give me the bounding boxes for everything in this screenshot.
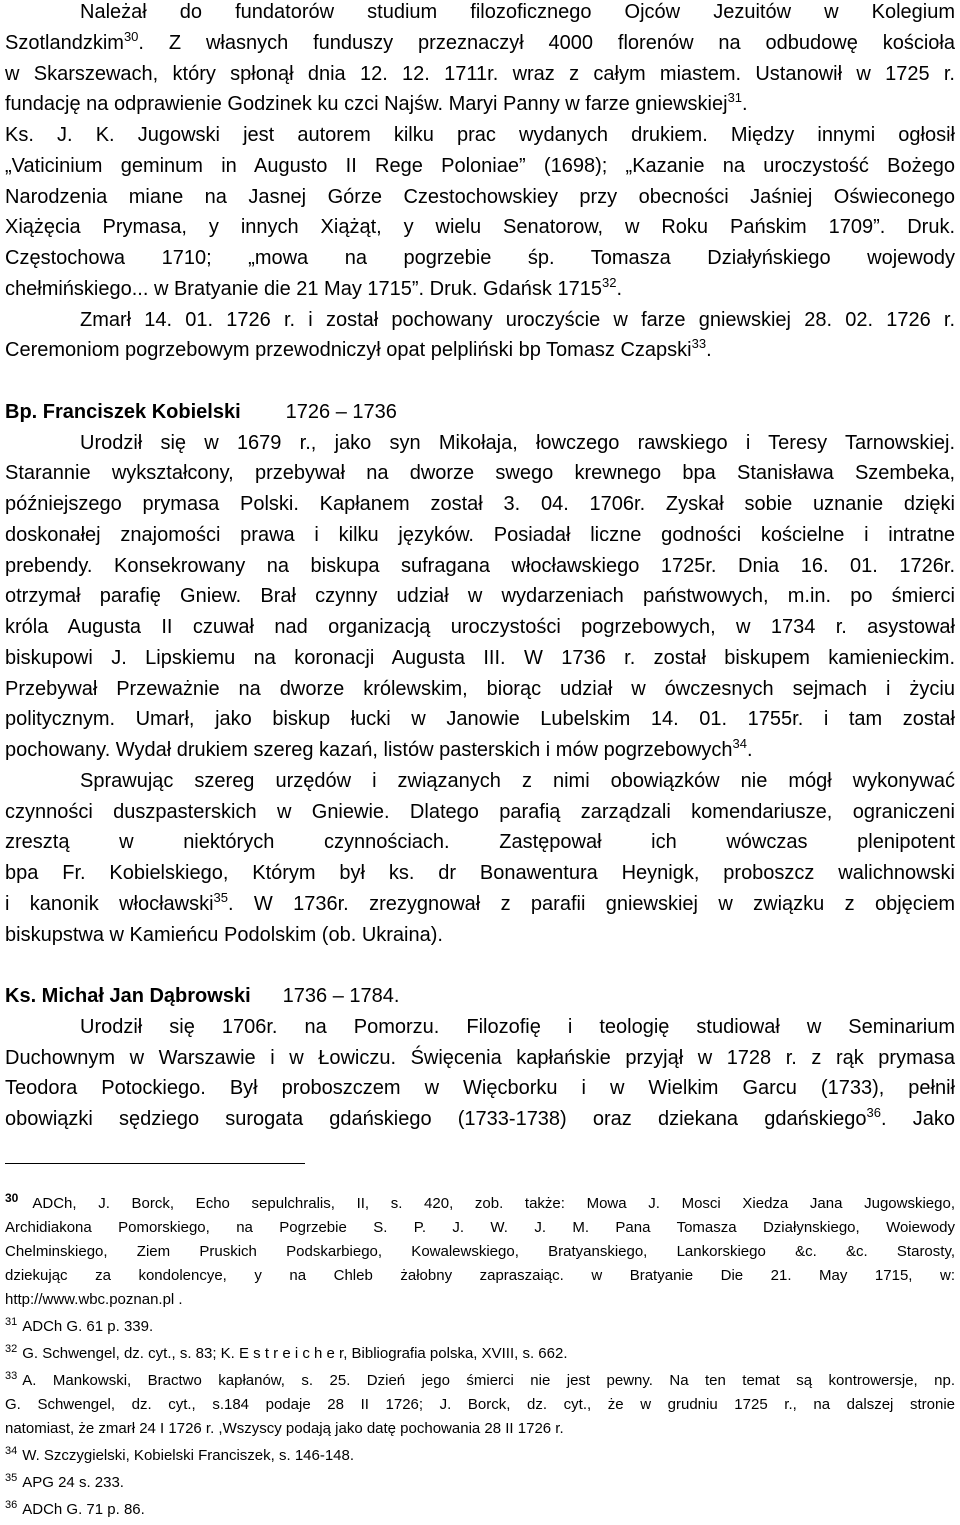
paragraph — [5, 766, 955, 951]
text-line: otrzymał parafię Gniew. Brał czynny udział w wydarzeniach państwowych, m.in. po śmierci — [5, 585, 955, 608]
footnote-line — [5, 1498, 955, 1522]
footnote-line — [5, 1444, 955, 1468]
footnote-number: 31 — [5, 1316, 18, 1328]
text-line — [5, 1104, 955, 1135]
text-line: Teodora Potockiego. Był proboszczem w Więcborku i w Wielkim Garcu (1733), pełnił — [5, 1077, 955, 1100]
footnote — [5, 1315, 955, 1339]
text-line — [5, 89, 955, 120]
text-segment: . — [747, 739, 753, 761]
text-segment: ADCh, J. Borck, Echo sepulchralis, II, s. 420, zob. także: Mowa J. Mosci Xiedza Jana Jugowskiego, — [32, 1195, 955, 1212]
text-segment: . — [616, 277, 623, 300]
footnote-line — [5, 1315, 955, 1339]
text-line — [5, 28, 955, 59]
footnote — [5, 1471, 955, 1495]
paragraph — [5, 305, 955, 367]
footnote-line: G. Schwengel, dz. cyt., s.184 podaje 28 II 1726; J. Borck, dz. cyt., że w grudniu 1725 r., na dalszej stronie — [5, 1396, 955, 1413]
footnote-number: 36 — [5, 1499, 18, 1511]
text-segment: . — [742, 93, 748, 116]
text-line: Częstochowa 1710; „mowa na pogrzebie śp. Tomasza Działyńskiego wojewody — [5, 247, 955, 269]
text-segment: W. Szczygielski, Kobielski Franciszek, s. 146-148. — [22, 1447, 355, 1464]
section-heading — [5, 981, 955, 1012]
section-heading — [5, 397, 955, 428]
text-line: późniejszego prymasa Polski. Kapłanem został 3. 04. 1706r. Zyskał sobie uznanie dzięki — [5, 493, 955, 515]
footnote-number: 32 — [5, 1343, 18, 1355]
text-segment: Ceremoniom pogrzebowym przewodniczył opat pelpliński bp Tomasz Czapski — [5, 339, 692, 362]
footnote-ref: 35 — [213, 889, 228, 905]
footnote-ref: 31 — [727, 90, 743, 106]
text-line: Xiążęcia Prymasa, y innych Xiążąt, y wielu Senatorow, w Roku Pańskim 1709”. Druk. — [5, 216, 955, 239]
footnote-line: dziekując za kondolencye, y na Chleb żałobny zapraszaiąc. w Bratyanie Die 21. May 1715, w: — [5, 1267, 955, 1284]
footnote-number: 33 — [5, 1370, 18, 1382]
text-line: politycznym. Umarł, jako biskup łucki w Janowie Lubelskim 14. 01. 1755r. i tam został — [5, 708, 955, 731]
text-segment: fundację na odprawienie Godzinek ku czci Najśw. Maryi Panny w farze gniewskiej — [5, 93, 728, 116]
text-line: czynności duszpasterskich w Gniewie. Dlatego parafią zarządzali komendariusze, ograniczeni — [5, 800, 955, 823]
text-line: Zmarł 14. 01. 1726 r. i został pochowany uroczyście w farze gniewskiej 28. 02. 1726 r. — [80, 308, 955, 331]
text-line: Starannie wykształcony, przebywał na dworze swego krewnego bpa Stanisława Szembeka, — [5, 462, 955, 485]
text-line: Ks. J. K. Jugowski jest autorem kilku prac wydanych drukiem. Między innymi ogłosił — [5, 124, 955, 146]
text-line — [5, 735, 955, 766]
footnote-line — [5, 1471, 955, 1495]
section-dabrowski — [5, 981, 955, 1135]
heading-years: 1736 – 1784. — [282, 985, 400, 1007]
footnote-ref: 30 — [123, 28, 139, 44]
footnote-separator — [5, 1163, 305, 1164]
text-segment: A. Mankowski, Bractwo kapłanów, s. 25. Dzień jego śmierci nie jest pewny. Na ten temat są kontrowersje, np. — [22, 1372, 955, 1389]
footnote-number: 34 — [5, 1445, 18, 1457]
footnote — [5, 1192, 955, 1312]
text-line: króla Augusta II czuwał nad organizacją uroczystości pogrzebowych, w 1734 r. asystował — [5, 616, 955, 638]
paragraph — [5, 1012, 955, 1135]
footnote — [5, 1342, 955, 1366]
text-segment: Szotlandzkim — [5, 31, 124, 54]
text-line: w Skarszewach, który spłonął dnia 12. 12. 1711r. wraz z całym miastem. Ustanowił w 1725 r. — [5, 62, 955, 85]
text-line: Sprawując szereg urzędów i związanych z nimi obowiązków nie mógł wykonywać — [80, 769, 955, 792]
footnote — [5, 1498, 955, 1522]
heading-name: Ks. Michał Jan Dąbrowski — [5, 985, 251, 1007]
footnote-ref: 36 — [866, 1105, 882, 1120]
text-line: bpa Fr. Kobielskiego, Którym był ks. dr Bonawentura Heynigk, proboszcz walichnowski — [5, 862, 955, 884]
footnote-number: 35 — [5, 1472, 18, 1484]
text-line: biskupowi J. Lipskiemu na koronacji Augusta III. W 1736 r. został biskupem kamienieckim. — [5, 646, 955, 669]
footnote-ref: 33 — [691, 336, 707, 352]
footnote — [5, 1369, 955, 1441]
footnote-line — [5, 1342, 955, 1366]
footnote-line — [5, 1369, 955, 1393]
section-jugowski — [5, 0, 955, 366]
footnote-number: 30 — [5, 1191, 19, 1205]
text-line: prebendy. Konsekrowany na biskupa sufragana włocławskiego 1725r. Dnia 16. 01. 1726r. — [5, 554, 955, 577]
footnote — [5, 1444, 955, 1468]
text-segment: . — [706, 339, 712, 362]
footnote-ref: 34 — [732, 736, 748, 751]
text-line: Urodził się w 1679 r., jako syn Mikołaja, łowczego rawskiego i Teresy Tarnowskiej. — [80, 431, 955, 454]
footnote-line: Archidiakona Pomorskiego, na Pogrzebie S. P. J. W. J. M. Pana Tomasza Działynskiego, Woiewody — [5, 1219, 955, 1236]
text-segment: ADCh G. 61 p. 339. — [22, 1318, 154, 1335]
text-line: Duchownym w Warszawie i w Łowiczu. Święcenia kapłańskie przyjął w 1728 r. z rąk prymasa — [5, 1046, 955, 1069]
footnote-line: natomiast, że zmarł 24 I 1726 r. ,Wszyscy podają jako datę pochowania 28 II 1726 r. — [5, 1420, 564, 1437]
text-line: biskupstwa w Kamieńcu Podolskim (ob. Ukraina). — [5, 923, 443, 946]
text-line: Urodził się 1706r. na Pomorzu. Filozofię i teologię studiował w Seminarium — [80, 1015, 955, 1038]
footnote-ref: 32 — [601, 274, 617, 290]
text-segment: APG 24 s. 233. — [22, 1474, 124, 1491]
footnote-line: Chelminskiego, Ziem Pruskich Podskarbiego, Kowalewskiego, Bratyanskiego, Lankorskiego &c. &c. Starosty, — [5, 1243, 955, 1260]
text-segment: . Z własnych funduszy przeznaczył 4000 florenów na odbudowę kościoła — [138, 31, 955, 54]
text-line — [5, 274, 955, 305]
text-line — [5, 889, 955, 920]
text-line: Narodzenia miane na Jasnej Górze Czestochowskiey przy obecności Jaśniej Oświeconego — [5, 185, 955, 208]
section-kobielski — [5, 397, 955, 951]
footnotes — [5, 1192, 955, 1522]
text-segment: . W 1736r. zrezygnował z parafii gniewskiej w związku z objęciem — [228, 892, 955, 915]
text-segment: ADCh G. 71 p. 86. — [22, 1501, 145, 1518]
text-segment: obowiązki sędziego surogata gdańskiego (1733-1738) oraz dziekana gdańskiego — [5, 1108, 867, 1130]
text-segment: chełmińskiego... w Bratyanie die 21 May 1715”. Druk. Gdańsk 1715 — [5, 277, 602, 300]
paragraph — [5, 120, 955, 305]
heading-years: 1726 – 1736 — [285, 400, 397, 423]
text-segment: i kanonik włocławski — [5, 892, 214, 915]
paragraph — [5, 428, 955, 766]
text-segment: . Jako — [881, 1108, 956, 1130]
text-segment: pochowany. Wydał drukiem szereg kazań, listów pasterskich i mów pogrzebowych — [5, 739, 733, 761]
footnote-line — [5, 1192, 955, 1216]
heading-name: Bp. Franciszek Kobielski — [5, 400, 241, 423]
document-body — [5, 0, 955, 1135]
text-line: zresztą w niektórych czynnościach. Zastępował ich wówczas plenipotent — [5, 831, 955, 854]
paragraph — [5, 0, 955, 120]
text-line: doskonałej znajomości prawa i kilku języków. Posiadał liczne godności kościelne i intratne — [5, 523, 955, 546]
text-line — [5, 335, 955, 366]
text-line: „Vaticinium geminum in Augusto II Rege Poloniae” (1698); „Kazanie na uroczystość Bożego — [5, 154, 955, 177]
text-line: Należał do fundatorów studium filozoficznego Ojców Jezuitów w Kolegium — [80, 1, 955, 23]
text-line: Przebywał Przeważnie na dworze królewskim, biorąc udział w ówczesnych sejmach i życiu — [5, 677, 955, 700]
footnote-line: http://www.wbc.poznan.pl . — [5, 1291, 183, 1308]
text-segment: G. Schwengel, dz. cyt., s. 83; K. E s t r e i c h e r, Bibliografia polska, XVIII, s. 662. — [22, 1345, 568, 1362]
